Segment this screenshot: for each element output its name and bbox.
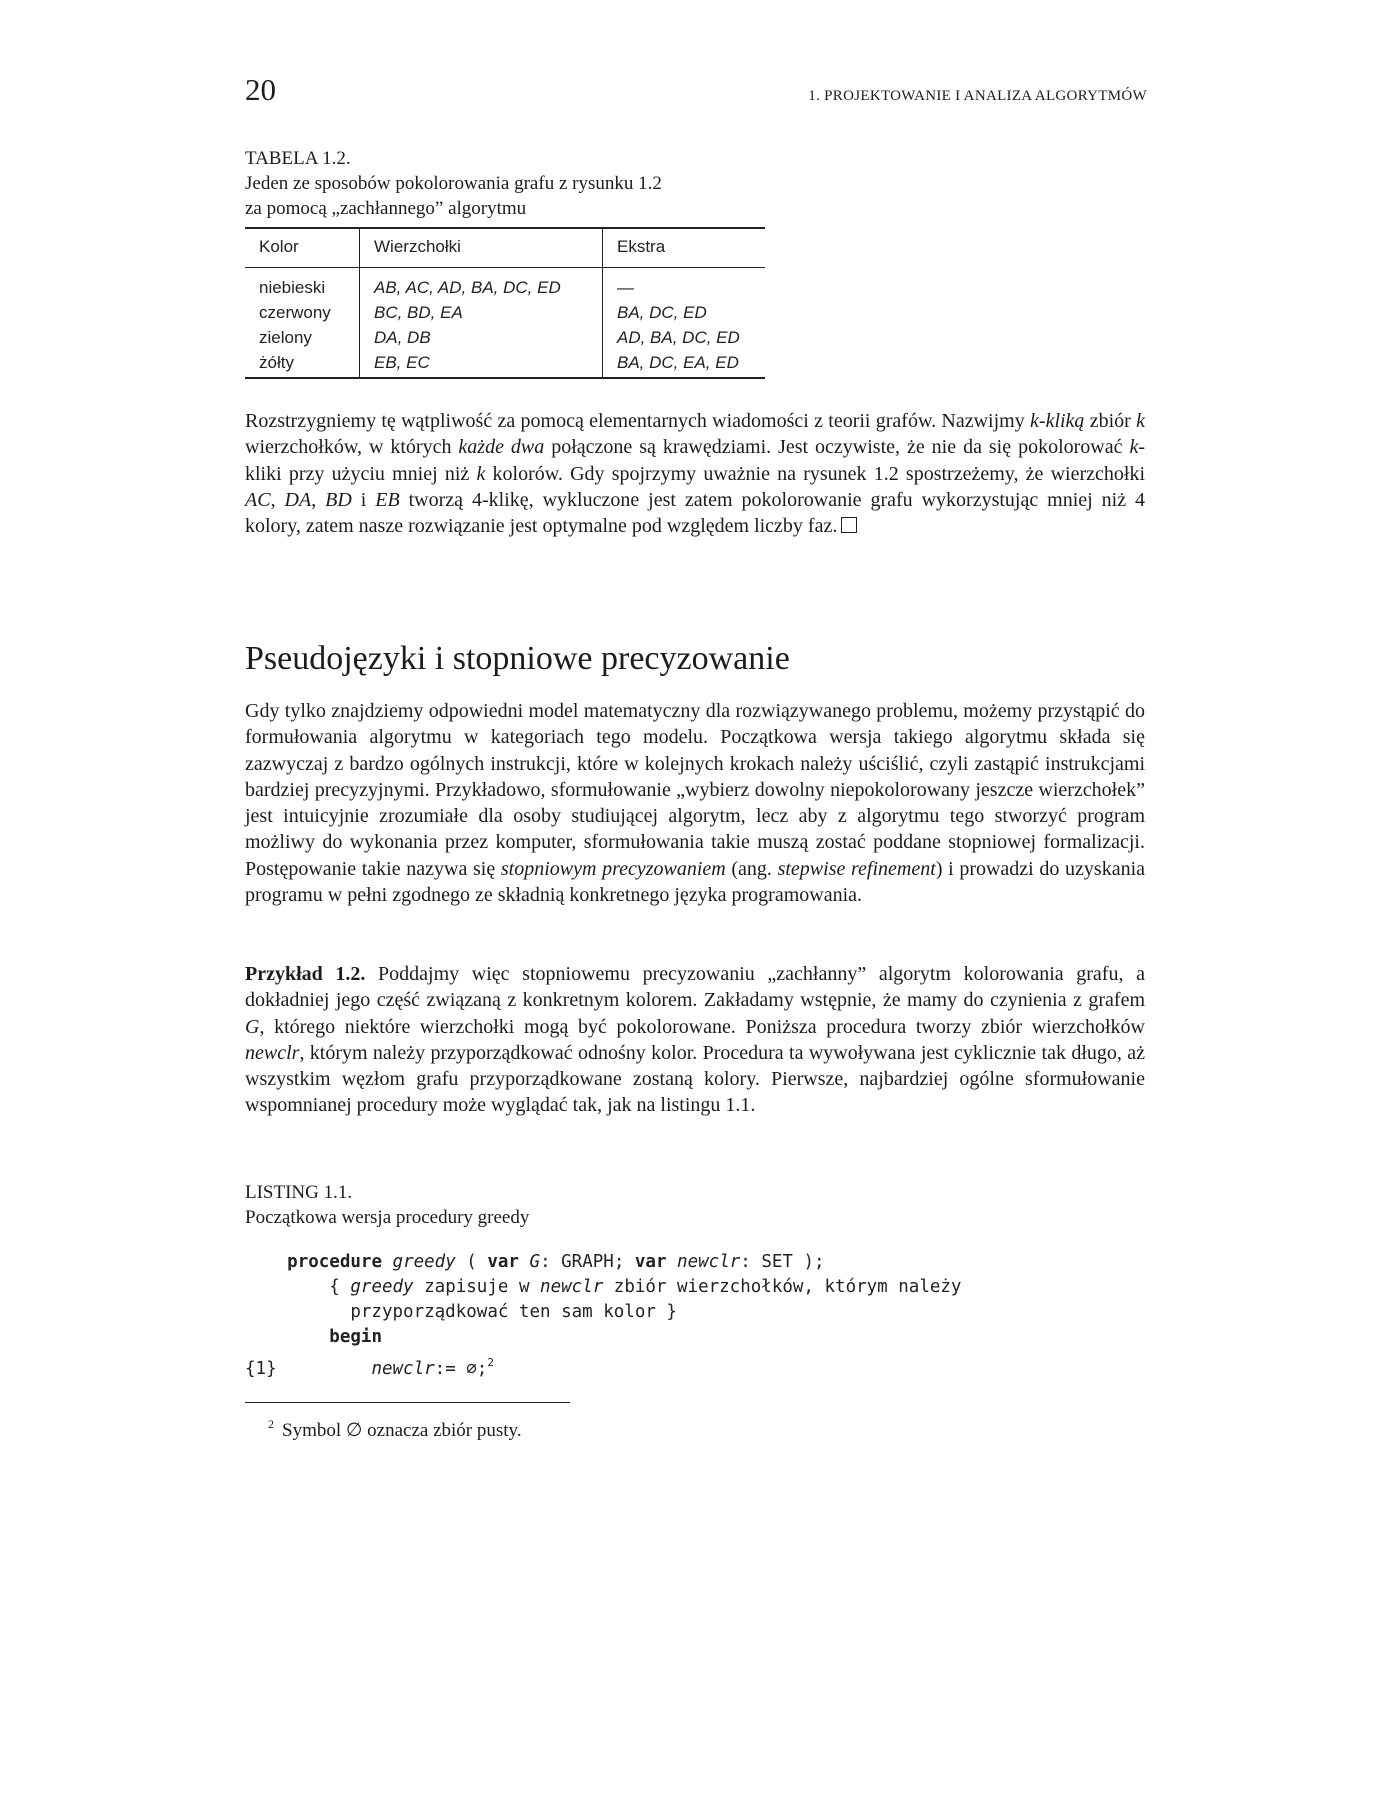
code-keyword: var	[487, 1252, 519, 1272]
section-heading: Pseudojęzyki i stopniowe precyzowanie	[245, 640, 790, 677]
table-row	[245, 350, 765, 378]
listing-caption	[245, 1180, 529, 1230]
table-cell: EB, EC	[360, 350, 603, 378]
qed-box-icon	[841, 517, 857, 533]
text-run: ,	[270, 488, 285, 511]
table-cell: AB, AC, AD, BA, DC, ED	[360, 268, 603, 301]
code-line	[245, 1300, 961, 1325]
code-identifier: newclr	[677, 1252, 741, 1272]
table-header-row	[245, 228, 765, 268]
text-run: ,	[311, 488, 326, 511]
footnote-ref: 2	[487, 1356, 494, 1369]
text-run: Rozstrzygniemy tę wątpliwość za pomocą elementarnych wiadomości z teorii grafów. Nazwijmy	[245, 410, 1031, 432]
table-cell: DA, DB	[360, 325, 603, 350]
table-cell: BC, BD, EA	[360, 300, 603, 325]
page-number: 20	[245, 72, 276, 107]
text-run: k-kliką	[1030, 410, 1085, 432]
body-paragraph	[245, 408, 1145, 539]
table-label: TABELA 1.2.	[245, 148, 351, 169]
code-line	[245, 1325, 961, 1350]
table-caption	[245, 146, 662, 221]
code-identifier: G	[529, 1252, 541, 1272]
code-text: : GRAPH;	[540, 1252, 635, 1272]
text-run: zbiór	[1084, 410, 1137, 432]
table-cell: czerwony	[259, 303, 331, 322]
code-identifier: newclr	[540, 1277, 604, 1297]
table-cell: BA, DC, EA, ED	[603, 350, 766, 378]
footnote-text: Symbol ∅ oznacza zbiór pusty.	[282, 1420, 522, 1441]
table-header-cell: Wierzchołki	[360, 228, 603, 268]
code-text: := ∅;	[434, 1359, 488, 1379]
code-line	[245, 1275, 961, 1300]
code-identifier: greedy	[350, 1277, 414, 1297]
table-cell: AD, BA, DC, ED	[603, 325, 766, 350]
code-text: {	[329, 1277, 351, 1297]
text-run: BD	[325, 488, 352, 511]
code-line	[245, 1350, 961, 1379]
text-run: stepwise refinement	[777, 857, 936, 880]
text-run: stopniowym precyzowaniem	[500, 857, 726, 880]
listing-label: LISTING 1.1.	[245, 1182, 353, 1203]
listing-title: Początkowa wersja procedury greedy	[245, 1207, 530, 1228]
code-listing	[245, 1250, 962, 1379]
code-keyword: begin	[329, 1327, 382, 1347]
table-row	[245, 325, 765, 350]
text-run: kolorów. Gdy spojrzymy uważnie na rysunek 1.2 spostrzeżemy, że wierzchołki	[485, 462, 1146, 485]
code-text: zbiór wierzchołków, którym należy	[603, 1277, 962, 1297]
code-text: zapisuje w	[413, 1277, 541, 1297]
table-header-cell: Kolor	[245, 228, 360, 268]
text-run: Poddajmy więc stopniowemu precyzowaniu „zachłanny” algorytm kolorowania grafu, a dokładniej jego część związaną z konkretnym kolorem. Zakładamy wstępnie, że mamy do czynienia z grafem	[245, 963, 1145, 1012]
table-row	[245, 268, 765, 301]
text-run: DA	[284, 488, 312, 511]
text-run: k	[1129, 436, 1139, 459]
text-run: EB	[375, 488, 400, 511]
body-paragraph	[245, 698, 1145, 908]
example-label: Przykład 1.2.	[245, 963, 366, 985]
text-run: newclr	[245, 1041, 300, 1064]
table-row	[245, 300, 765, 325]
code-line-label: {1}	[245, 1359, 277, 1379]
table-cell: niebieski	[259, 278, 326, 297]
code-text: : SET );	[740, 1252, 825, 1272]
text-run: k	[476, 462, 486, 485]
text-run: , którego niektóre wierzchołki mogą być pokolorowane. Poniższa procedura tworzy zbiór wierzchołków	[259, 1015, 1145, 1038]
table-caption-line: Jeden ze sposobów pokolorowania grafu z rysunku 1.2	[245, 173, 662, 194]
code-line	[245, 1250, 961, 1275]
table-cell: zielony	[259, 328, 312, 347]
text-run: G	[245, 1015, 260, 1038]
text-run: (ang.	[725, 857, 778, 880]
text-run: połączone są krawędziami. Jest oczywiste, że nie da się pokolorować	[544, 436, 1130, 459]
text-run: i	[351, 488, 376, 511]
text-run: -kliki przy użyciu mniej niż	[245, 436, 1146, 485]
text-run: k	[1136, 410, 1146, 432]
footnote-mark: 2	[268, 1417, 274, 1431]
code-text: przyporządkować ten sam kolor }	[350, 1302, 677, 1322]
table-cell: żółty	[245, 350, 360, 378]
code-keyword: procedure	[287, 1252, 382, 1272]
coloring-table	[245, 227, 765, 379]
table-cell: —	[603, 268, 766, 301]
text-run: tworzą 4-klikę, wykluczone jest zatem pokolorowanie grafu wykorzystując mniej niż 4 kolory, zatem nasze rozwiązanie jest optymalne pod względem liczby faz.	[245, 488, 1146, 538]
text-run: wierzchołków, w których	[245, 436, 459, 459]
running-head: 1. PROJEKTOWANIE I ANALIZA ALGORYTMÓW	[808, 88, 1147, 104]
footnote	[268, 1417, 522, 1442]
code-identifier: greedy	[392, 1252, 456, 1272]
table-header-cell: Ekstra	[603, 228, 766, 268]
text-run: ) i prowadzi do uzyskania programu w pełni zgodnego ze składnią konkretnego języka programowania.	[245, 857, 1146, 907]
footnote-divider	[245, 1402, 570, 1403]
code-identifier: newclr	[371, 1359, 435, 1379]
text-run: każde dwa	[458, 436, 545, 459]
text-run: Gdy tylko znajdziemy odpowiedni model matematyczny dla rozwiązywanego problemu, możemy przystąpić do formułowania algorytmu w kategoriach tego modelu. Początkowa wersja takiego algorytmu składa się zazwyczaj z bardzo ogólnych instrukcji, które w kolejnych krokach należy uściślić, czyli zastąpić instrukcjami bardziej precyzyjnymi. Przykładowo, sformułowanie „wybierz dowolny niepokolorowany jeszcze wierzchołek” jest intuicyjnie zrozumiałe dla osoby studiującej algorytm, lecz aby z algorytmu tego stworzyć program możliwy do wykonania przez komputer, sformułowania takie muszą zostać poddane stopniowej formalizacji. Postępowanie takie nazywa się	[245, 700, 1145, 880]
text-run: , którym należy przyporządkować odnośny kolor. Procedura ta wywoływana jest cyklicznie tak długo, aż wszystkim węzłom grafu przyporządkowane zostaną kolory. Pierwsze, najbardziej ogólne sformułowanie wspomnianej procedury może wyglądać tak, jak na listingu 1.1.	[245, 1041, 1145, 1117]
table-caption-line: za pomocą „zachłannego” algorytmu	[245, 198, 527, 219]
body-paragraph	[245, 961, 1145, 1119]
text-run: AC	[245, 488, 271, 511]
code-keyword: var	[634, 1252, 667, 1272]
code-text: (	[455, 1252, 488, 1272]
table-cell: BA, DC, ED	[603, 300, 766, 325]
